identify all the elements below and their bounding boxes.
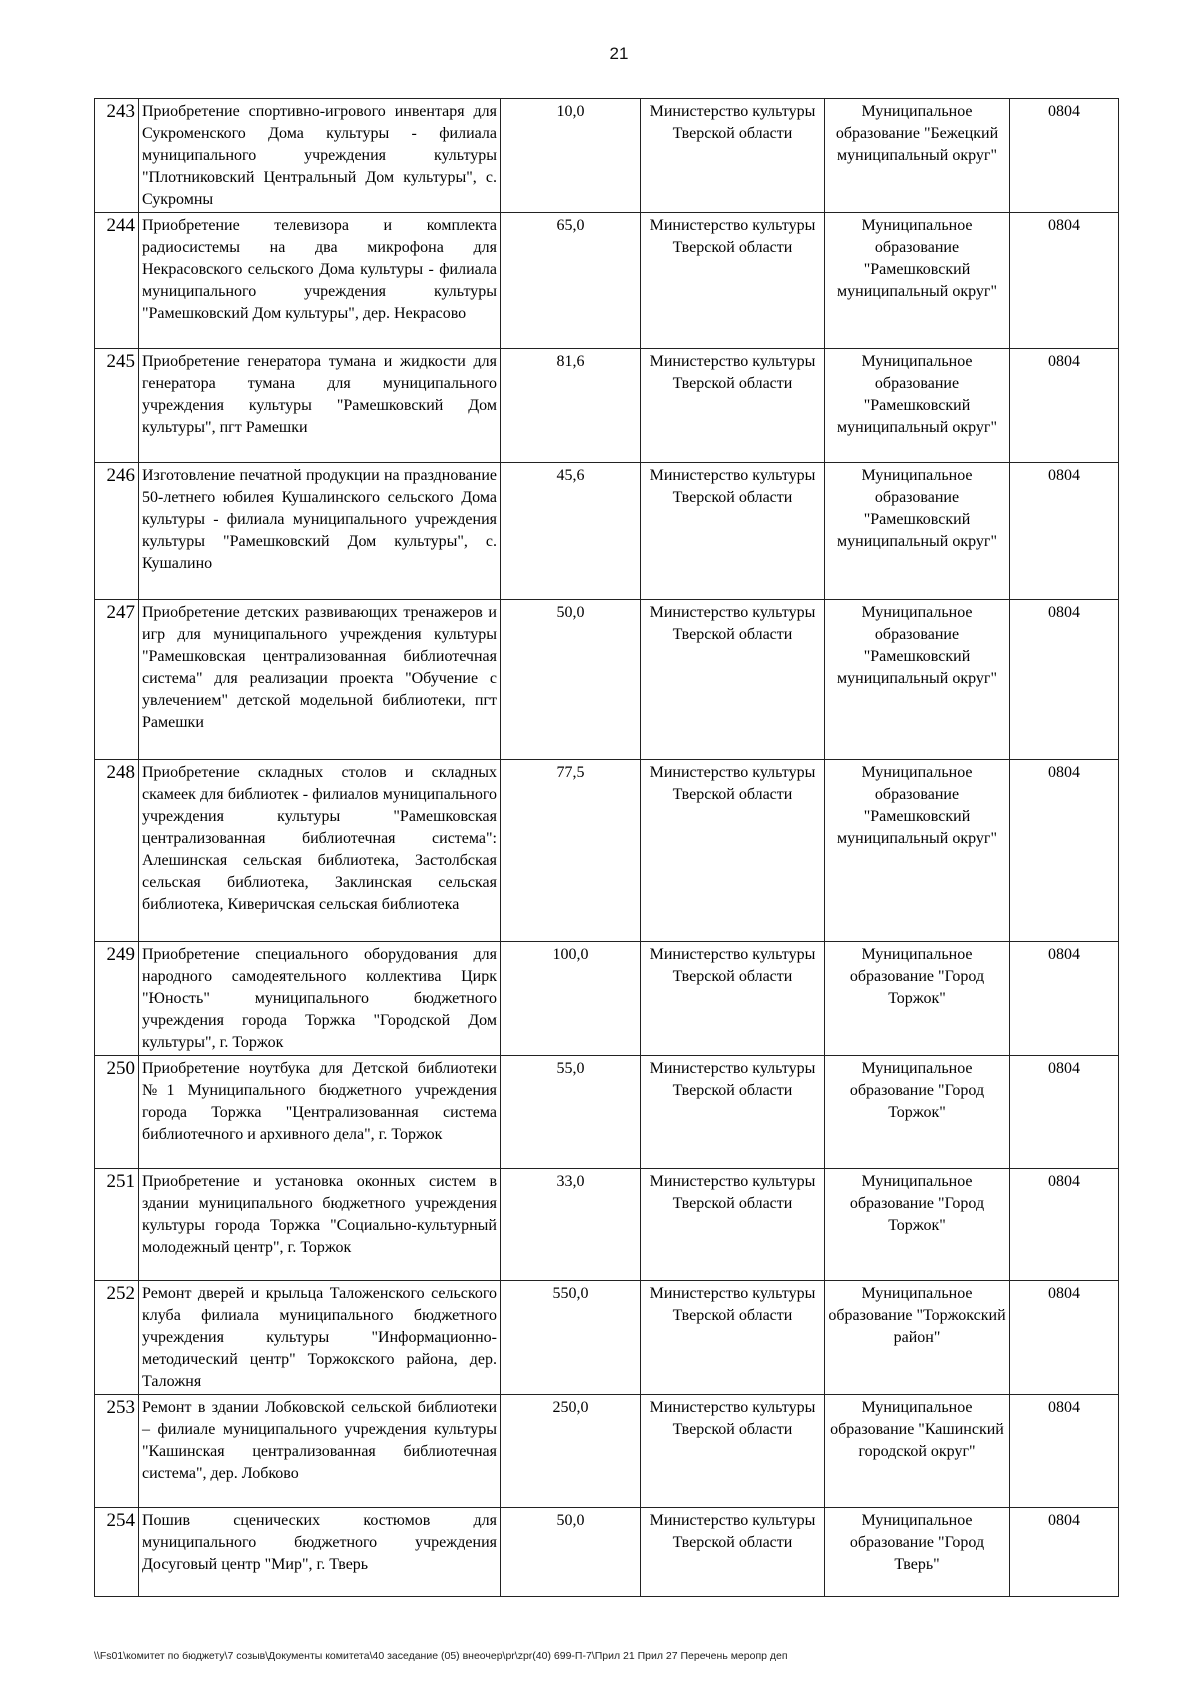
row-number: 249	[95, 942, 139, 1056]
row-ministry: Министерство культуры Тверской области	[641, 213, 825, 349]
page-number: 21	[609, 44, 629, 63]
row-ministry: Министерство культуры Тверской области	[641, 1281, 825, 1395]
table-row	[95, 760, 1119, 942]
row-number: 252	[95, 1281, 139, 1395]
row-code: 0804	[1010, 213, 1119, 349]
budget-table	[94, 98, 1119, 1597]
row-number: 247	[95, 600, 139, 760]
row-description: Приобретение детских развивающих тренажеров и игр для муниципального учреждения культуры "Рамешковская централизованная библиотечная система" для реализации проекта "Обучение с увлечением" детской модельной библиотеки, пгт Рамешки	[139, 600, 501, 760]
row-ministry: Министерство культуры Тверской области	[641, 942, 825, 1056]
row-amount: 550,0	[501, 1281, 641, 1395]
row-number: 245	[95, 349, 139, 463]
row-code: 0804	[1010, 1281, 1119, 1395]
table-row	[95, 942, 1119, 1056]
row-ministry: Министерство культуры Тверской области	[641, 99, 825, 213]
row-description: Приобретение и установка оконных систем в здании муниципального бюджетного учреждения культуры города Торжка "Социально-культурный молодежный центр", г. Торжок	[139, 1169, 501, 1281]
row-description: Приобретение телевизора и комплекта радиосистемы на два микрофона для Некрасовского сельского Дома культуры - филиала муниципального учреждения культуры "Рамешковский Дом культуры", дер. Некрасово	[139, 213, 501, 349]
row-ministry: Министерство культуры Тверской области	[641, 1395, 825, 1508]
row-ministry: Министерство культуры Тверской области	[641, 1056, 825, 1169]
row-municipality: Муниципальное образование "Рамешковский муниципальный округ"	[825, 463, 1010, 600]
row-code: 0804	[1010, 600, 1119, 760]
row-municipality: Муниципальное образование "Город Торжок"	[825, 942, 1010, 1056]
row-code: 0804	[1010, 942, 1119, 1056]
row-description: Приобретение генератора тумана и жидкости для генератора тумана для муниципального учреждения культуры "Рамешковский Дом культуры", пгт Рамешки	[139, 349, 501, 463]
row-ministry: Министерство культуры Тверской области	[641, 1169, 825, 1281]
row-ministry: Министерство культуры Тверской области	[641, 760, 825, 942]
row-municipality: Муниципальное образование "Город Тверь"	[825, 1508, 1010, 1597]
table-row	[95, 463, 1119, 600]
table-row	[95, 1281, 1119, 1395]
row-municipality: Муниципальное образование "Рамешковский муниципальный округ"	[825, 760, 1010, 942]
row-code: 0804	[1010, 463, 1119, 600]
row-amount: 55,0	[501, 1056, 641, 1169]
table-row	[95, 99, 1119, 213]
row-number: 251	[95, 1169, 139, 1281]
row-number: 250	[95, 1056, 139, 1169]
row-ministry: Министерство культуры Тверской области	[641, 463, 825, 600]
row-number: 254	[95, 1508, 139, 1597]
row-description: Пошив сценических костюмов для муниципального бюджетного учреждения Досуговый центр "Мир", г. Тверь	[139, 1508, 501, 1597]
row-number: 253	[95, 1395, 139, 1508]
row-amount: 65,0	[501, 213, 641, 349]
row-description: Изготовление печатной продукции на празднование 50-летнего юбилея Кушалинского сельского Дома культуры - филиала муниципального учреждения культуры "Рамешковский Дом культуры", с. Кушалино	[139, 463, 501, 600]
row-amount: 250,0	[501, 1395, 641, 1508]
row-amount: 100,0	[501, 942, 641, 1056]
row-number: 244	[95, 213, 139, 349]
table-row	[95, 1169, 1119, 1281]
row-municipality: Муниципальное образование "Город Торжок"	[825, 1056, 1010, 1169]
row-municipality: Муниципальное образование "Рамешковский муниципальный округ"	[825, 349, 1010, 463]
row-description: Приобретение ноутбука для Детской библиотеки №1 Муниципального бюджетного учреждения города Торжка "Централизованная система библиотечного и архивного дела", г. Торжок	[139, 1056, 501, 1169]
row-amount: 77,5	[501, 760, 641, 942]
row-amount: 81,6	[501, 349, 641, 463]
table-row	[95, 1395, 1119, 1508]
row-number: 243	[95, 99, 139, 213]
row-amount: 10,0	[501, 99, 641, 213]
row-municipality: Муниципальное образование "Рамешковский муниципальный округ"	[825, 213, 1010, 349]
row-amount: 50,0	[501, 600, 641, 760]
table-row	[95, 213, 1119, 349]
row-amount: 45,6	[501, 463, 641, 600]
row-municipality: Муниципальное образование "Бежецкий муниципальный округ"	[825, 99, 1010, 213]
table-row	[95, 1056, 1119, 1169]
row-amount: 50,0	[501, 1508, 641, 1597]
row-ministry: Министерство культуры Тверской области	[641, 1508, 825, 1597]
row-number: 246	[95, 463, 139, 600]
row-code: 0804	[1010, 1169, 1119, 1281]
row-description: Приобретение спортивно-игрового инвентаря для Сукроменского Дома культуры - филиала муниципального учреждения культуры "Плотниковский Центральный Дом культуры", с. Сукромны	[139, 99, 501, 213]
row-municipality: Муниципальное образование "Город Торжок"	[825, 1169, 1010, 1281]
row-code: 0804	[1010, 760, 1119, 942]
row-amount: 33,0	[501, 1169, 641, 1281]
footer-file-path: \\Fs01\комитет по бюджету\7 созыв\Документы комитета\40 заседание (05) внеочер\pr\zpr(40) 699-П-7\Прил 21 Прил 27 Перечень меропр деп	[94, 1650, 788, 1662]
row-description: Приобретение специального оборудования для народного самодеятельного коллектива Цирк "Юность" муниципального бюджетного учреждения города Торжка "Городской Дом культуры", г. Торжок	[139, 942, 501, 1056]
row-ministry: Министерство культуры Тверской области	[641, 600, 825, 760]
table-row	[95, 600, 1119, 760]
row-code: 0804	[1010, 1508, 1119, 1597]
row-municipality: Муниципальное образование "Кашинский городской округ"	[825, 1395, 1010, 1508]
row-code: 0804	[1010, 1056, 1119, 1169]
row-number: 248	[95, 760, 139, 942]
row-municipality: Муниципальное образование "Рамешковский муниципальный округ"	[825, 600, 1010, 760]
row-ministry: Министерство культуры Тверской области	[641, 349, 825, 463]
row-description: Ремонт дверей и крыльца Таложенского сельского клуба филиала муниципального бюджетного учреждения культуры "Информационно-методический центр" Торжокского района, дер. Таложня	[139, 1281, 501, 1395]
row-description: Ремонт в здании Лобковской сельской библиотеки – филиале муниципального учреждения культуры "Кашинская централизованная библиотечная система", дер. Лобково	[139, 1395, 501, 1508]
row-description: Приобретение складных столов и складных скамеек для библиотек - филиалов муниципального учреждения культуры "Рамешковская централизованная библиотечная система": Алешинская сельская библиотека, Застолбская сельская библиотека, Заклинская сельская библиотека, Киверичская сельская библиотека	[139, 760, 501, 942]
row-code: 0804	[1010, 1395, 1119, 1508]
row-code: 0804	[1010, 99, 1119, 213]
row-municipality: Муниципальное образование "Торжокский район"	[825, 1281, 1010, 1395]
table-row	[95, 349, 1119, 463]
table-row	[95, 1508, 1119, 1597]
row-code: 0804	[1010, 349, 1119, 463]
